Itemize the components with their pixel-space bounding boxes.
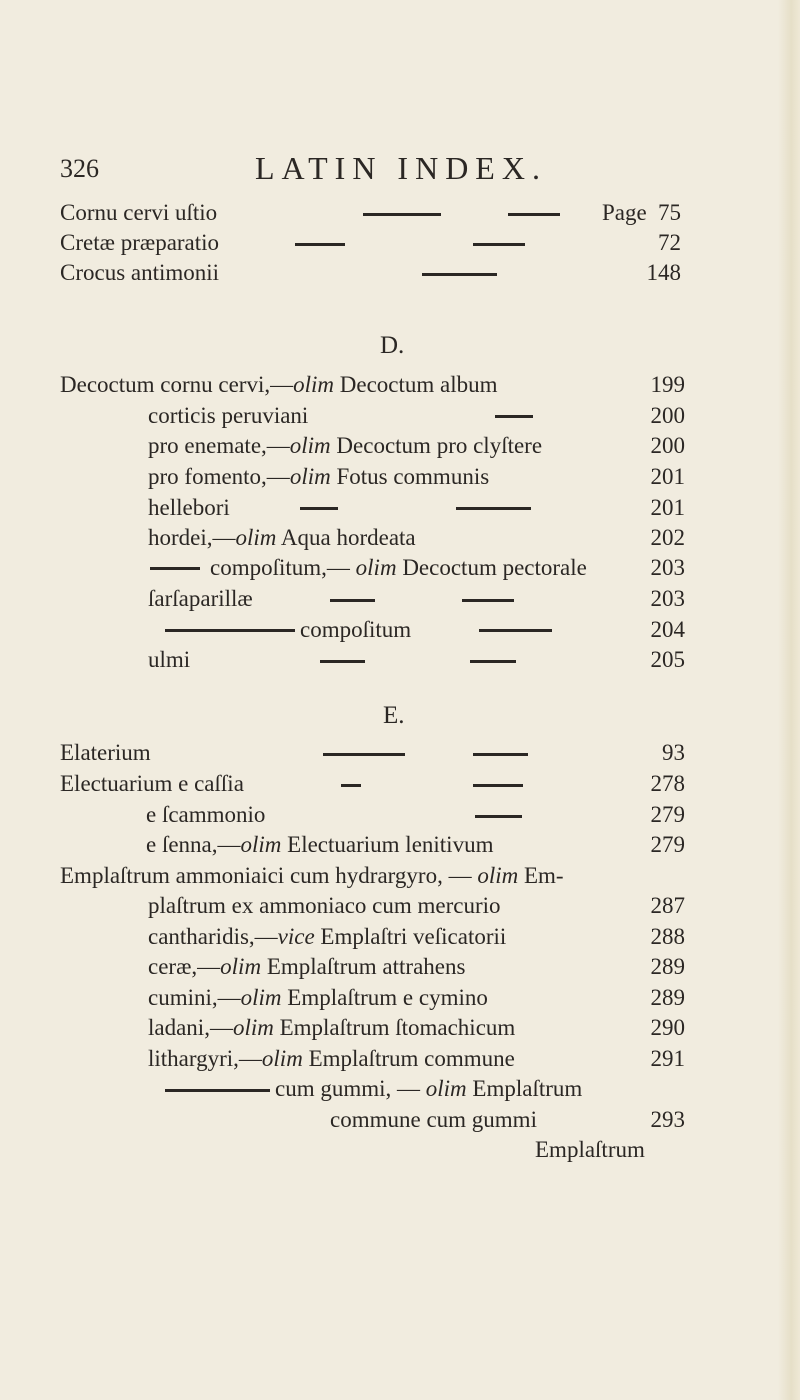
page-ref: 201 [650,495,685,520]
page-ref: 293 [650,1107,685,1132]
dash-rule [323,753,405,756]
dash-rule [473,243,525,246]
page-ref: 203 [650,586,685,611]
dash-rule [495,415,533,418]
page-ref: 148 [646,260,681,285]
page-ref: 201 [650,464,685,489]
page-ref: 291 [650,1046,685,1071]
running-title: LATIN INDEX. [255,150,547,186]
index-entry: Cornu cervi uſtio [60,200,218,225]
index-entry: pro fomento,—olim Fotus communis [148,464,490,489]
dash-rule [300,507,338,510]
index-entry: hellebori [148,495,230,520]
page-ref: 289 [650,985,685,1010]
dash-rule [473,784,523,787]
index-entry: hordei,—olim Aqua hordeata [148,525,416,550]
page-ref: 200 [650,403,685,428]
page-label: Page [602,200,647,225]
page-header [60,150,620,190]
index-entry: compoſitum [300,617,412,642]
dash-rule [330,599,375,602]
index-entry: cumini,—olim Emplaſtrum e cymino [148,985,488,1010]
dash-rule [320,660,365,663]
index-entry: ceræ,—olim Emplaſtrum attrahens [148,954,466,979]
dash-rule [150,567,200,570]
page-ref: 93 [662,740,685,765]
dash-rule [479,629,552,632]
index-entry: Cretæ præparatio [60,230,220,255]
dash-rule [295,243,345,246]
page-ref: 199 [650,372,685,397]
index-entry: ſarſaparillæ [148,586,253,611]
page-ref: 287 [650,893,685,918]
dash-rule [456,507,531,510]
index-entry: Elaterium [60,740,151,765]
dash-rule [475,815,522,818]
index-entry: compoſitum,— olim Decoctum pectorale [210,555,587,580]
page-ref: 200 [650,433,685,458]
page-ref: 279 [650,832,685,857]
page-ref: 279 [650,802,685,827]
section-letter-e: E. [383,702,405,729]
index-entry: lithargyri,—olim Emplaſtrum commune [148,1046,515,1071]
index-entry: e ſenna,—olim Electuarium lenitivum [146,832,494,857]
page-number: 326 [60,154,99,183]
page-ref: 72 [658,230,681,255]
index-entry: corticis peruviani [148,403,309,428]
dash-rule [165,1089,270,1092]
index-entry: Emplaſtrum ammoniaici cum hydrargyro, — olim Em- [60,863,564,888]
index-entry: ladani,—olim Emplaſtrum ſtomachicum [148,1015,516,1040]
index-entry: plaſtrum ex ammoniaco cum mercurio [148,893,501,918]
dash-rule [470,660,516,663]
dash-rule [462,599,514,602]
page-ref: 204 [650,617,685,642]
index-entry: Crocus antimonii [60,260,220,285]
page-ref: 205 [650,647,685,672]
dash-rule [341,784,361,787]
page-ref: 203 [650,555,685,580]
page-ref: 289 [650,954,685,979]
section-letter-d: D. [380,332,405,359]
page-ref: 202 [650,525,685,550]
catchword: Emplaſtrum [535,1137,645,1162]
index-entry: pro enemate,—olim Decoctum pro clyſtere [148,433,543,458]
index-entry: e ſcammonio [146,802,266,827]
dash-rule [508,213,560,216]
page-ref: 278 [650,771,685,796]
index-entry: Electuarium e caſſia [60,771,244,796]
dash-rule [473,753,528,756]
dash-rule [165,629,295,632]
index-entry: ulmi [148,647,191,672]
index-entry: cantharidis,—vice Emplaſtri veſicatorii [148,924,507,949]
dash-rule [422,273,497,276]
page-ref: 288 [650,924,685,949]
index-entry: commune cum gummi [330,1107,537,1132]
page-edge-shadow [778,0,800,1400]
dash-rule [363,213,441,216]
index-entry: cum gummi, — olim Emplaſtrum [275,1076,583,1101]
index-entry: Decoctum cornu cervi,—olim Decoctum album [60,372,498,397]
page-ref: 75 [658,200,681,225]
page-ref: 290 [650,1015,685,1040]
